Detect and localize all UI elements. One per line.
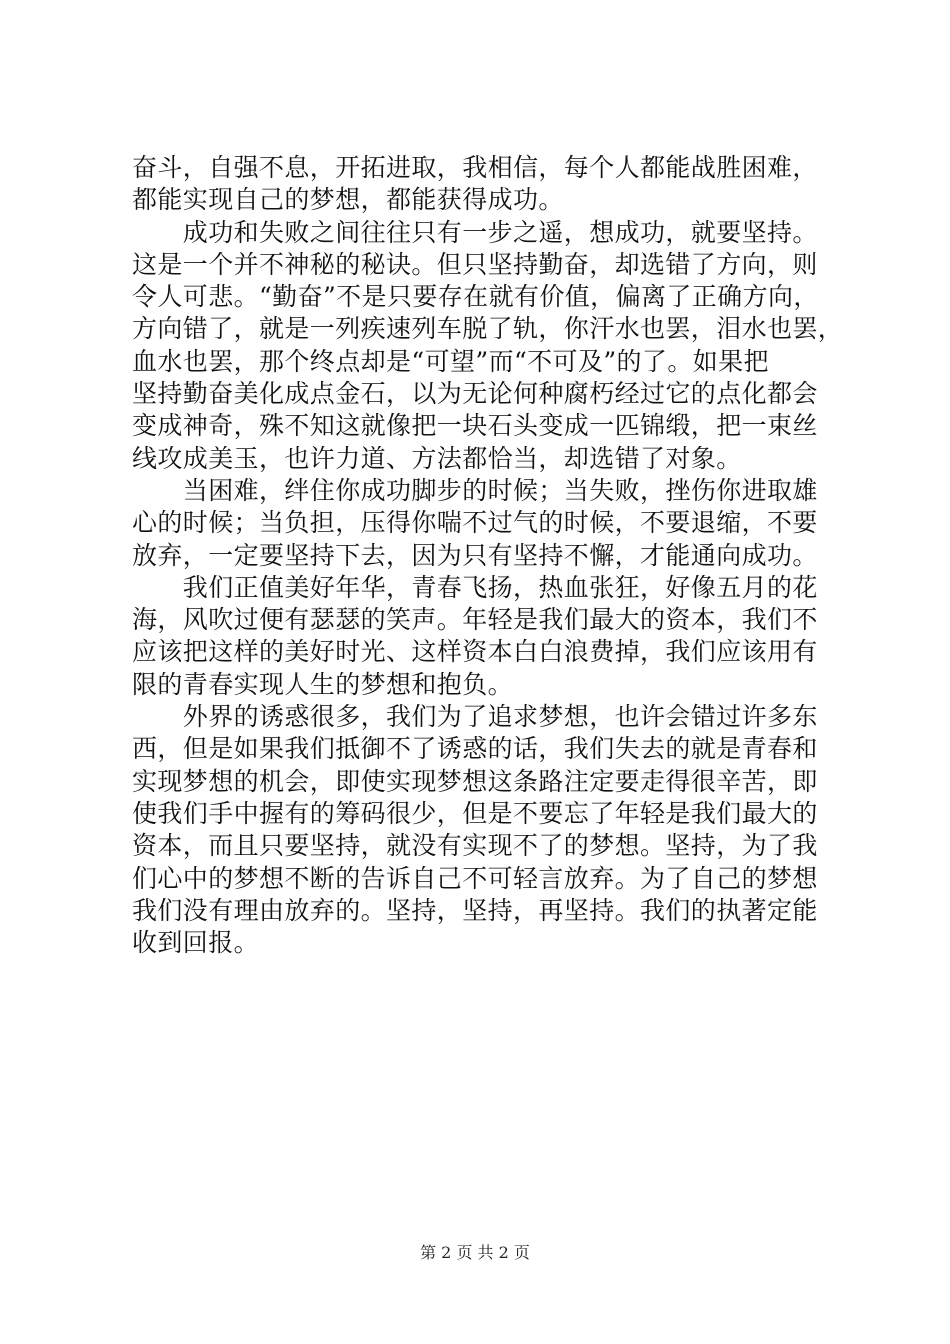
text-line: 奋斗，自强不息，开拓进取，我相信，每个人都能战胜困难， [132,153,818,182]
text-line: 海，风吹过便有瑟瑟的笑声。年轻是我们最大的资本，我们不 [132,605,818,635]
text-line: 实现梦想的机会，即使实现梦想这条路注定要走得很辛苦，即 [132,766,818,796]
text-line: 变成神奇，殊不知这就像把一块石头变成一匹锦缎，把一束丝 [132,411,818,441]
text-line: 我们正值美好年华，青春飞扬，热血张狂，好像五月的花 [132,572,818,602]
text-line: 们心中的梦想不断的告诉自己不可轻言放弃。为了自己的梦想 [132,863,818,893]
text-line: 限的青春实现人生的梦想和抱负。 [132,669,514,699]
text-line: 使我们手中握有的筹码很少，但是不要忘了年轻是我们最大的 [132,798,818,828]
text-line: 坚持勤奋美化成点金石，以为无论何种腐朽经过它的点化都会 [132,379,818,409]
text-line: 外界的诱惑很多，我们为了追求梦想，也许会错过许多东 [132,702,818,732]
text-line: 令人可悲。“勤奋”不是只要存在就有价值，偏离了正确方向， [132,282,819,312]
text-line: 都能实现自己的梦想，都能获得成功。 [132,185,564,215]
text-line: 血水也罢，那个终点却是“可望”而“不可及”的了。如果把 [132,346,769,376]
text-line: 这是一个并不神秘的秘诀。但只坚持勤奋，却选错了方向，则 [132,249,818,279]
text-line: 收到回报。 [132,928,260,958]
document-body [132,152,844,959]
text-line: 心的时候；当负担，压得你喘不过气的时候，不要退缩，不要 [132,508,818,538]
text-line: 放弃，一定要坚持下去，因为只有坚持不懈，才能通向成功。 [132,540,818,570]
text-line: 西，但是如果我们抵御不了诱惑的话，我们失去的就是青春和 [132,734,818,764]
page-number-footer: 第 2 页 共 2 页 [420,1243,530,1262]
text-line: 方向错了，就是一列疾速列车脱了轨，你汗水也罢，泪水也罢， [132,314,844,344]
text-line: 成功和失败之间往往只有一步之遥，想成功，就要坚持。 [132,217,818,247]
text-line: 当困难，绊住你成功脚步的时候；当失败，挫伤你进取雄 [132,475,818,505]
text-line: 应该把这样的美好时光、这样资本白白浪费掉，我们应该用有 [132,637,818,667]
text-line: 线攻成美玉，也许力道、方法都恰当，却选错了对象。 [132,443,742,473]
text-line: 资本，而且只要坚持，就没有实现不了的梦想。坚持，为了我 [132,831,818,861]
text-line: 我们没有理由放弃的。坚持，坚持，再坚持。我们的执著定能 [132,895,818,925]
